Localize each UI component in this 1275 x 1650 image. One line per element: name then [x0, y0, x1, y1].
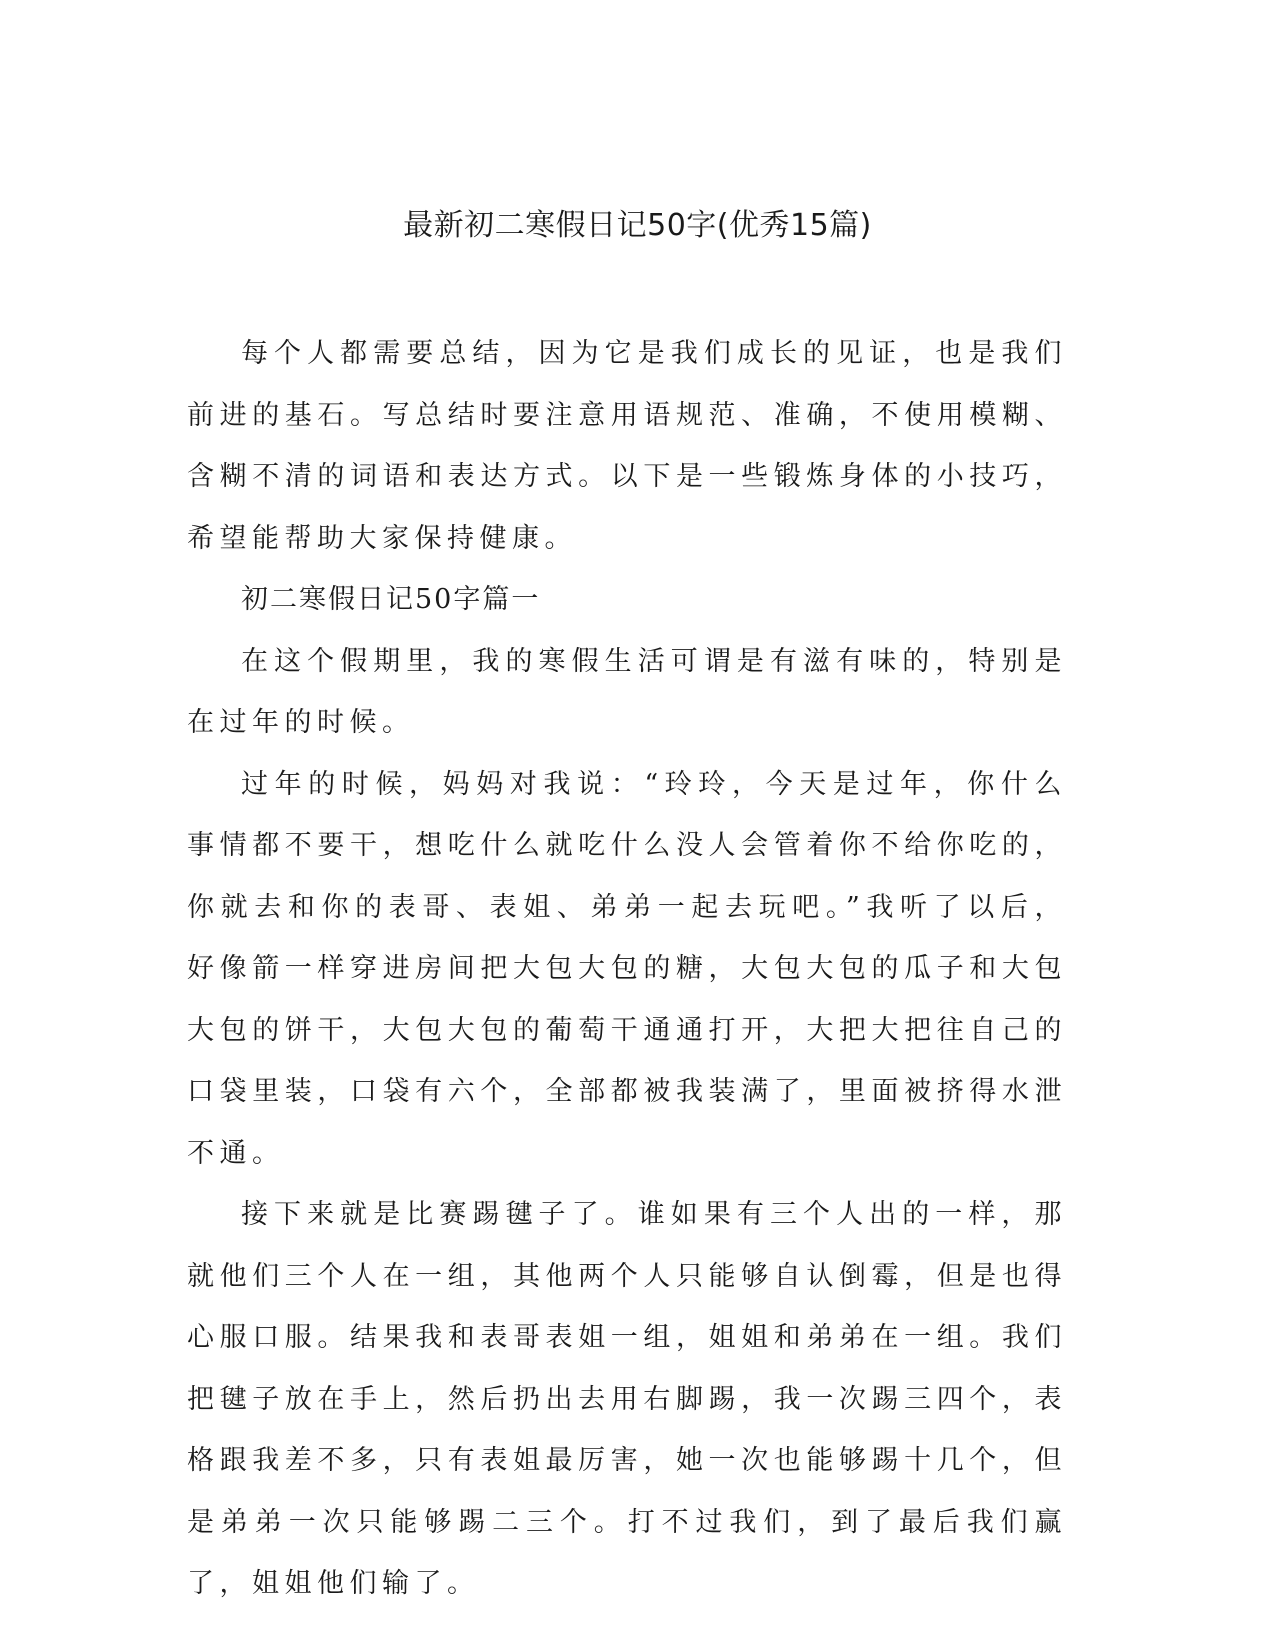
- body-paragraph-2: 过年的时候，妈妈对我说：“玲玲，今天是过年，你什么事情都不要干，想吃什么就吃什么没人会管着你不给你吃的，你就去和你的表哥、表姐、弟弟一起去玩吧。”我听了以后，好像箭一样穿进房间把大包大包的糖，大包大包的瓜子和大包大包的饼干，大包大包的葡萄干通通打开，大把大把往自己的口袋里装，口袋有六个，全部都被我装满了，里面被挤得水泄不通。: [187, 768, 1067, 1169]
- document-title: 最新初二寒假日记50字(优秀15篇): [403, 208, 872, 243]
- document-body: [187, 323, 1067, 1615]
- section-heading: 初二寒假日记50字篇一: [241, 584, 541, 615]
- intro-paragraph: 每个人都需要总结，因为它是我们成长的见证，也是我们前进的基石。写总结时要注意用语规范、准确，不使用模糊、含糊不清的词语和表达方式。以下是一些锻炼身体的小技巧，希望能帮助大家保持健康。: [187, 338, 1067, 554]
- body-paragraph-3: 接下来就是比赛踢毽子了。谁如果有三个人出的一样，那就他们三个人在一组，其他两个人只能够自认倒霉，但是也得心服口服。结果我和表哥表姐一组，姐姐和弟弟在一组。我们把毽子放在手上，然后扔出去用右脚踢，我一次踢三四个，表格跟我差不多，只有表姐最厉害，她一次也能够踢十几个，但是弟弟一次只能够踢二三个。打不过我们，到了最后我们赢了，姐姐他们输了。: [187, 1199, 1067, 1599]
- body-paragraph-1: 在这个假期里，我的寒假生活可谓是有滋有味的，特别是在过年的时候。: [187, 645, 1067, 738]
